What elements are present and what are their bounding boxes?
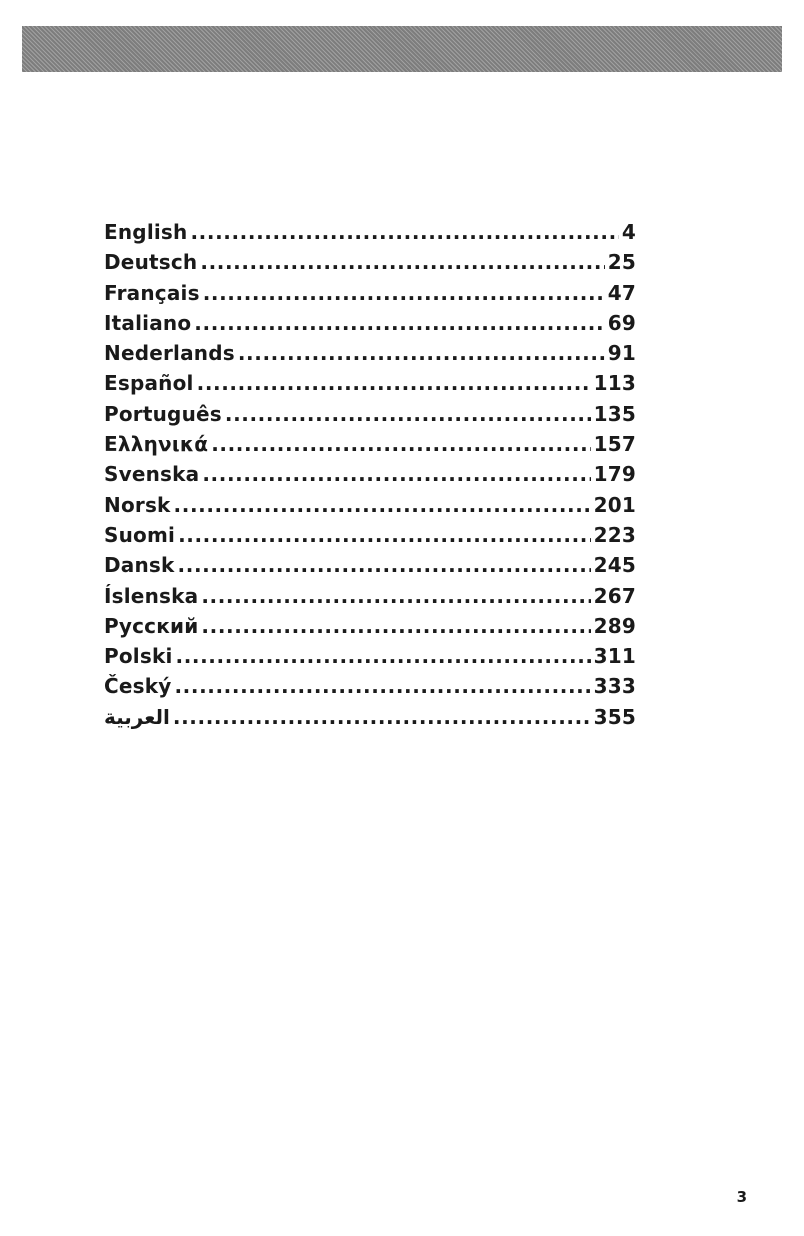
toc-leader-dots [178,553,591,577]
toc-entry-title: Nederlands [104,341,235,366]
toc-entry-russian[interactable] [104,614,636,644]
toc-entry-page: 25 [607,250,636,275]
toc-entry-page: 311 [593,644,636,669]
toc-entry-page: 91 [607,341,636,366]
toc-leader-dots [225,402,591,426]
toc-entry-dansk[interactable] [104,553,636,583]
toc-entry-cesky[interactable] [104,674,636,704]
toc-entry-title: العربية [104,704,170,729]
toc-entry-title: Dansk [104,553,175,578]
toc-entry-svenska[interactable] [104,462,636,492]
toc-entry-portugues[interactable] [104,402,636,432]
toc-entry-suomi[interactable] [104,523,636,553]
toc-leader-dots [174,493,591,517]
toc-entry-title: Suomi [104,522,176,547]
toc-entry-english[interactable] [104,220,636,250]
table-of-contents [104,220,636,735]
header-band [22,26,782,72]
toc-entry-title: Español [104,371,194,396]
toc-leader-dots [201,584,590,608]
toc-entry-title: Français [104,280,200,305]
toc-entry-norsk[interactable] [104,493,636,523]
toc-entry-page: 69 [607,310,636,335]
toc-entry-arabic[interactable] [104,705,636,735]
toc-entry-page: 157 [593,432,636,457]
toc-entry-page: 47 [607,280,636,305]
toc-entry-page: 267 [593,583,636,608]
toc-leader-dots [201,614,590,638]
toc-entry-title: Deutsch [104,250,198,275]
toc-entry-page: 223 [593,522,636,547]
toc-entry-page: 289 [593,613,636,638]
toc-entry-title: Ελληνικά [104,432,209,457]
toc-leader-dots [200,250,604,274]
toc-entry-espanol[interactable] [104,371,636,401]
toc-entry-italiano[interactable] [104,311,636,341]
toc-leader-dots [194,311,604,335]
toc-entry-title: Polski [104,644,173,669]
toc-leader-dots [202,462,590,486]
toc-entry-page: 113 [593,371,636,396]
toc-entry-francais[interactable] [104,281,636,311]
toc-leader-dots [190,220,618,244]
page-number: 3 [736,1188,747,1206]
toc-entry-page: 135 [593,401,636,426]
toc-entry-page: 179 [593,462,636,487]
toc-entry-polski[interactable] [104,644,636,674]
toc-entry-title: Svenska [104,462,200,487]
toc-entry-page: 355 [593,704,636,729]
toc-entry-page: 245 [593,553,636,578]
toc-entry-islenska[interactable] [104,584,636,614]
toc-leader-dots [174,674,590,698]
toc-leader-dots [197,371,591,395]
toc-entry-title: Íslenska [104,583,199,608]
toc-leader-dots [173,705,591,729]
toc-entry-deutsch[interactable] [104,250,636,280]
toc-entry-greek[interactable] [104,432,636,462]
toc-entry-page: 333 [593,674,636,699]
toc-leader-dots [176,644,591,668]
toc-entry-title: Русский [104,613,199,638]
toc-entry-page: 201 [593,492,636,517]
toc-leader-dots [203,281,605,305]
toc-entry-title: Český [104,674,172,699]
toc-entry-title: Português [104,401,222,426]
toc-entry-title: Norsk [104,492,171,517]
toc-entry-title: Italiano [104,310,192,335]
toc-leader-dots [178,523,591,547]
toc-entry-title: English [104,220,188,244]
toc-entry-page: 4 [621,220,636,244]
toc-entry-nederlands[interactable] [104,341,636,371]
toc-leader-dots [238,341,605,365]
toc-leader-dots [211,432,590,456]
